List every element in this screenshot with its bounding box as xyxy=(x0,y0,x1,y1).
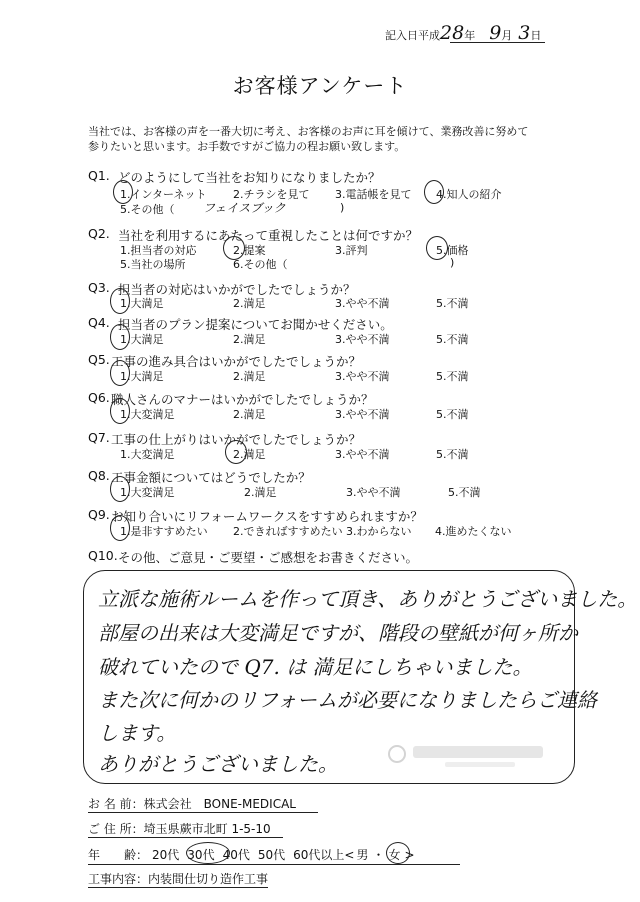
q9-opt-2[interactable]: 2.できればすすめたい xyxy=(233,525,343,538)
q8-opt-2[interactable]: 2.満足 xyxy=(244,486,277,499)
comment-line-6: ありがとうございました。 xyxy=(98,752,338,776)
q4-label: Q4. xyxy=(88,315,110,330)
q1-opt-5-close: ) xyxy=(340,201,345,214)
q2-opt-5[interactable]: 5.当社の場所 xyxy=(120,258,186,271)
q7-circle-2 xyxy=(225,440,247,464)
q3-opt-3[interactable]: 3.やや不満 xyxy=(335,297,390,310)
comment-line-1: 立派な施術ルームを作って頂き、ありがとうございました。 xyxy=(98,587,638,611)
gender-close: > xyxy=(404,848,415,862)
q6-opt-2[interactable]: 2.満足 xyxy=(233,408,266,421)
entry-date xyxy=(385,22,541,44)
q7-opt-4[interactable]: 5.不満 xyxy=(436,448,469,461)
q2-opt-6-close: ) xyxy=(450,256,455,269)
name-label: お 名 前： xyxy=(88,797,144,811)
q3-text: 担当者の対応はいかがでしたでしょうか？ xyxy=(118,282,356,297)
q4-opt-4[interactable]: 5.不満 xyxy=(436,333,469,346)
q8-opt-3[interactable]: 3.やや不満 xyxy=(346,486,401,499)
q7-opt-1[interactable]: 1.大変満足 xyxy=(120,448,175,461)
q5-opt-4[interactable]: 5.不満 xyxy=(436,370,469,383)
q4-opt-1[interactable]: 1.大満足 xyxy=(120,333,164,346)
age-40s[interactable]: 40代 xyxy=(222,848,250,862)
age-30s-circle xyxy=(186,842,230,864)
name-underline xyxy=(88,812,318,813)
work-underline xyxy=(88,887,268,888)
q5-opt-3[interactable]: 3.やや不満 xyxy=(335,370,390,383)
age-field xyxy=(88,846,415,863)
age-20s[interactable]: 20代 xyxy=(152,848,180,862)
q1-opt-2[interactable]: 2.チラシを見て xyxy=(233,188,310,201)
q6-circle-1 xyxy=(110,398,130,424)
q6-label: Q6. xyxy=(88,390,110,405)
date-month-unit: 月 xyxy=(501,29,513,42)
q4-text: 担当者のプラン提案についてお聞かせください。 xyxy=(118,317,393,332)
comment-line-2: 部屋の出来は大変満足ですが、階段の壁紙が何ヶ所か xyxy=(98,621,578,645)
q8-opt-1[interactable]: 1.大変満足 xyxy=(120,486,175,499)
date-day: 3 xyxy=(518,22,531,44)
date-underline xyxy=(450,42,545,43)
q5-opt-2[interactable]: 2.満足 xyxy=(233,370,266,383)
name-value: 株式会社 BONE-MEDICAL xyxy=(143,797,296,811)
q2-opt-1[interactable]: 1.担当者の対応 xyxy=(120,244,197,257)
q2-text: 当社を利用するにあたって重視したことは何ですか？ xyxy=(118,228,419,243)
q4-opt-3[interactable]: 3.やや不満 xyxy=(335,333,390,346)
q9-label: Q9. xyxy=(88,507,110,522)
q4-opt-2[interactable]: 2.満足 xyxy=(233,333,266,346)
address-value: 埼玉県蕨市北町 1-5-10 xyxy=(143,822,271,836)
q9-opt-4[interactable]: 4.進めたくない xyxy=(435,525,512,538)
q9-text: お知り合いにリフォームワークスをすすめられますか？ xyxy=(111,509,423,524)
faint-stamp-logo xyxy=(385,738,555,772)
gender-separator: ・ xyxy=(372,848,385,862)
q2-circle-2 xyxy=(223,236,245,260)
intro-line-1: 当社では、お客様の声を一番大切に考え、お客様のお声に耳を傾けて、業務改善に努めて xyxy=(88,125,529,138)
age-label: 年 齢： xyxy=(88,848,149,862)
q7-text: 工事の仕上がりはいかがでしたでしょうか？ xyxy=(111,432,362,447)
q7-opt-2[interactable]: 2.満足 xyxy=(233,448,266,461)
q3-opt-1[interactable]: 1.大満足 xyxy=(120,297,164,310)
q2-circle-5 xyxy=(426,236,448,260)
date-prefix: 記入日平成 xyxy=(385,29,440,42)
page-title: お客様アンケート xyxy=(232,74,408,98)
gender-male-circle xyxy=(386,842,410,864)
gender-female[interactable]: 女 xyxy=(388,848,401,862)
q6-text: 職人さんのマナーはいかがでしたでしょうか？ xyxy=(111,392,374,407)
q1-opt-1[interactable]: 1.インターネット xyxy=(120,188,207,201)
q4-circle-1 xyxy=(110,324,130,350)
age-underline xyxy=(88,864,460,865)
date-year-unit: 年 xyxy=(464,29,476,42)
address-label: ご 住 所： xyxy=(88,822,144,836)
date-year: 28 xyxy=(440,22,465,44)
q3-opt-2[interactable]: 2.満足 xyxy=(233,297,266,310)
q1-opt-5[interactable]: 5.その他（ xyxy=(120,203,175,216)
q5-circle-1 xyxy=(110,360,130,386)
q5-opt-1[interactable]: 1.大満足 xyxy=(120,370,164,383)
intro-line-2: 参りたいと思います。お手数ですがご協力の程お願い致します。 xyxy=(88,140,406,153)
q1-text: どのようにして当社をお知りになりましたか？ xyxy=(118,170,381,185)
q2-opt-2[interactable]: 2.提案 xyxy=(233,244,266,257)
q1-other-answer: フェイスブック xyxy=(203,201,286,215)
q1-label: Q1. xyxy=(88,168,110,183)
gender-male[interactable]: 男 xyxy=(356,848,369,862)
gender-open: < xyxy=(344,848,355,862)
q8-circle-1 xyxy=(110,476,130,502)
q3-circle-1 xyxy=(110,288,130,314)
q7-opt-3[interactable]: 3.やや不満 xyxy=(335,448,390,461)
q7-label: Q7. xyxy=(88,430,110,445)
q8-label: Q8. xyxy=(88,468,110,483)
q9-circle-1 xyxy=(110,515,130,541)
q1-opt-4[interactable]: 4.知人の紹介 xyxy=(436,188,502,201)
age-50s[interactable]: 50代 xyxy=(257,848,286,862)
q3-label: Q3. xyxy=(88,280,110,295)
q6-opt-1[interactable]: 1.大変満足 xyxy=(120,408,175,421)
q5-label: Q5. xyxy=(88,352,110,367)
q1-opt-3[interactable]: 3.電話帳を見て xyxy=(335,188,412,201)
q6-opt-4[interactable]: 5.不満 xyxy=(436,408,469,421)
age-30s[interactable]: 30代 xyxy=(187,848,215,862)
date-month: 9 xyxy=(489,22,502,44)
q5-text: 工事の進み具合はいかがでしたでしょうか？ xyxy=(111,354,362,369)
comment-line-3: 破れていたので Q7. は 満足にしちゃいました。 xyxy=(98,655,533,679)
q10-text: その他、ご意見・ご要望・ご感想をお書きください。 xyxy=(118,550,419,565)
q1-circle-1 xyxy=(113,180,133,204)
comment-line-4: また次に何かのリフォームが必要になりましたらご連絡 xyxy=(98,688,597,712)
work-field xyxy=(88,870,268,887)
address-underline xyxy=(88,837,283,838)
work-value: 内装間仕切り造作工事 xyxy=(148,872,269,886)
q1-circle-4 xyxy=(424,180,444,204)
q10-label: Q10. xyxy=(88,548,118,563)
intro-text xyxy=(88,124,528,154)
comment-line-5: します。 xyxy=(98,721,177,745)
date-day-unit: 日 xyxy=(530,29,542,42)
q2-opt-4[interactable]: 5.価格 xyxy=(436,244,469,257)
q2-opt-3[interactable]: 3.評判 xyxy=(335,244,368,257)
q3-opt-4[interactable]: 5.不満 xyxy=(436,297,469,310)
q8-opt-4[interactable]: 5.不満 xyxy=(448,486,481,499)
address-field xyxy=(88,820,271,837)
q2-label: Q2. xyxy=(88,226,110,241)
name-field xyxy=(88,795,296,812)
q6-opt-3[interactable]: 3.やや不満 xyxy=(335,408,390,421)
q9-opt-1[interactable]: 1.是非すすめたい xyxy=(120,525,208,538)
q8-text: 工事金額についてはどうでしたか？ xyxy=(111,470,311,485)
work-label: 工事内容： xyxy=(88,872,149,886)
q2-opt-6[interactable]: 6.その他（ xyxy=(233,258,288,271)
age-60s-plus[interactable]: 60代以上 xyxy=(293,848,345,862)
q9-opt-3[interactable]: 3.わからない xyxy=(346,525,412,538)
